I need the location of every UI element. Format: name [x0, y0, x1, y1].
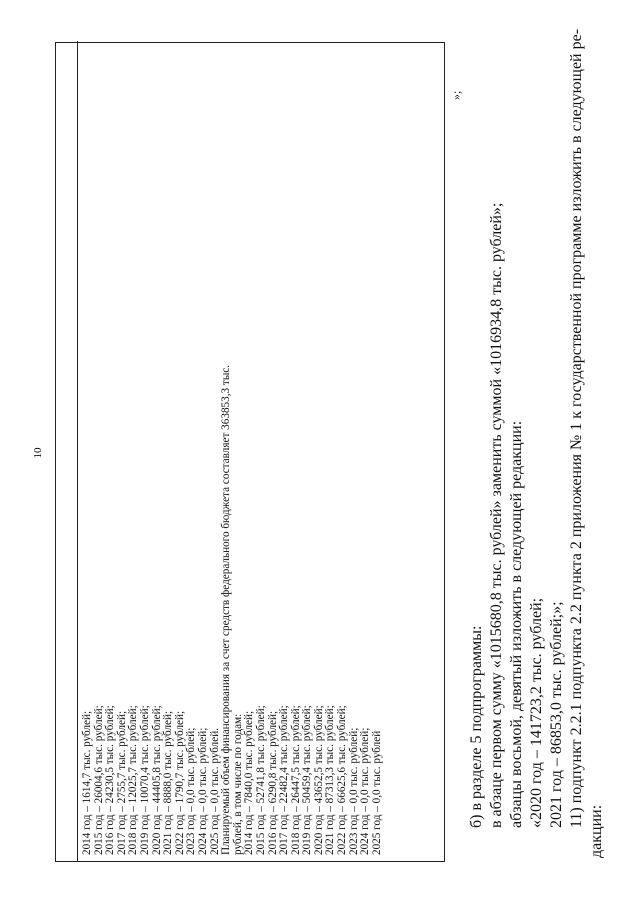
body-line: б) в разделе 5 подпрограммы: — [468, 625, 485, 828]
body-line: «2020 год – 141723,2 тыс. рублей; — [528, 597, 545, 828]
page-number: 10 — [32, 447, 44, 459]
table-cell-line: 2021 год – 8888,0 тыс. рублей; — [162, 710, 175, 855]
table-cell-line: 2024 год – 0,0 тыс. рублей; — [359, 727, 372, 855]
rotated-page-content — [55, 28, 605, 862]
table-cell-financing — [82, 50, 383, 855]
body-line: дакции: — [588, 804, 605, 858]
table-cell-line: рублей, в том числе по годам: — [231, 713, 244, 855]
body-line: в абзаце первом сумму «1015680,8 тыс. рублей» заменить суммой «1016934,8 тыс. рублей»; — [488, 202, 505, 828]
body-line: 11) подпункт 2.2.1 подпункта 2.2 пункта 2 приложения № 1 к государственной программе изложить в следующей ре- — [568, 28, 585, 828]
table-cell-line: 2015 год – 52741,8 тыс. рублей; — [254, 705, 267, 855]
table-cell-line: 2022 год – 1790,7 тыс. рублей; — [173, 710, 186, 855]
table-cell-line: 2018 год – 12025,7 тыс. рублей; — [127, 705, 140, 855]
table-cell-line: 2015 год – 26004,6 тыс. рублей; — [92, 705, 105, 855]
program-table — [55, 42, 445, 862]
table-cell-line: 2014 год – 1614,7 тыс. рублей; — [81, 710, 93, 855]
table-cell-line: 2024 год – 0,0 тыс. рублей; — [196, 727, 209, 855]
body-line: 2021 год – 86853,0 тыс. рублей;»; — [548, 601, 565, 828]
table-column-divider — [77, 41, 78, 861]
table-cell-line: 2020 год – 44405,8 тыс. рублей; — [150, 705, 163, 855]
table-cell-line: 2017 год – 22482,4 тыс. рублей; — [278, 705, 291, 855]
amendment-text — [467, 28, 607, 858]
table-cell-line: 2019 год – 10070,4 тыс. рублей; — [138, 705, 151, 855]
table-cell-line: 2019 год – 50459,4 тыс. рублей; — [301, 705, 314, 855]
table-cell-line: 2025 год – 0,0 тыс. рублей. — [208, 727, 221, 855]
table-cell-line: 2025 год – 0,0 тыс. рублей — [370, 730, 383, 855]
table-cell-line: 2018 год – 26447,5 тыс. рублей; — [289, 705, 302, 855]
table-cell-line: 2020 год – 43652,5 тыс. рублей; — [312, 705, 325, 855]
table-cell-line: 2023 год – 0,0 тыс. рублей; — [347, 727, 360, 855]
table-cell-line: 2016 год – 6290,8 тыс. рублей; — [266, 710, 279, 855]
table-cell-line: 2014 год – 7840,0 тыс. рублей; — [243, 710, 256, 855]
table-cell-line: 2016 год – 24230,5 тыс. рублей; — [104, 705, 117, 855]
body-line: абзацы восьмой, девятый изложить в следующей редакции: — [508, 420, 525, 828]
table-cell-line: 2022 год – 66625,6 тыс. рублей; — [336, 705, 349, 855]
table-cell-line: 2023 год – 0,0 тыс. рублей; — [185, 727, 198, 855]
table-cell-line: 2021 год – 87313,3 тыс. рублей; — [324, 705, 337, 855]
table-cell-line: 2017 год – 2755,7 тыс. рублей; — [115, 710, 128, 855]
closing-quote-mark: »; — [449, 90, 463, 100]
table-cell-line: Планируемый объем финансирования за счет средств федерального бюджета составляет 363853,3 тыс. — [220, 364, 233, 855]
